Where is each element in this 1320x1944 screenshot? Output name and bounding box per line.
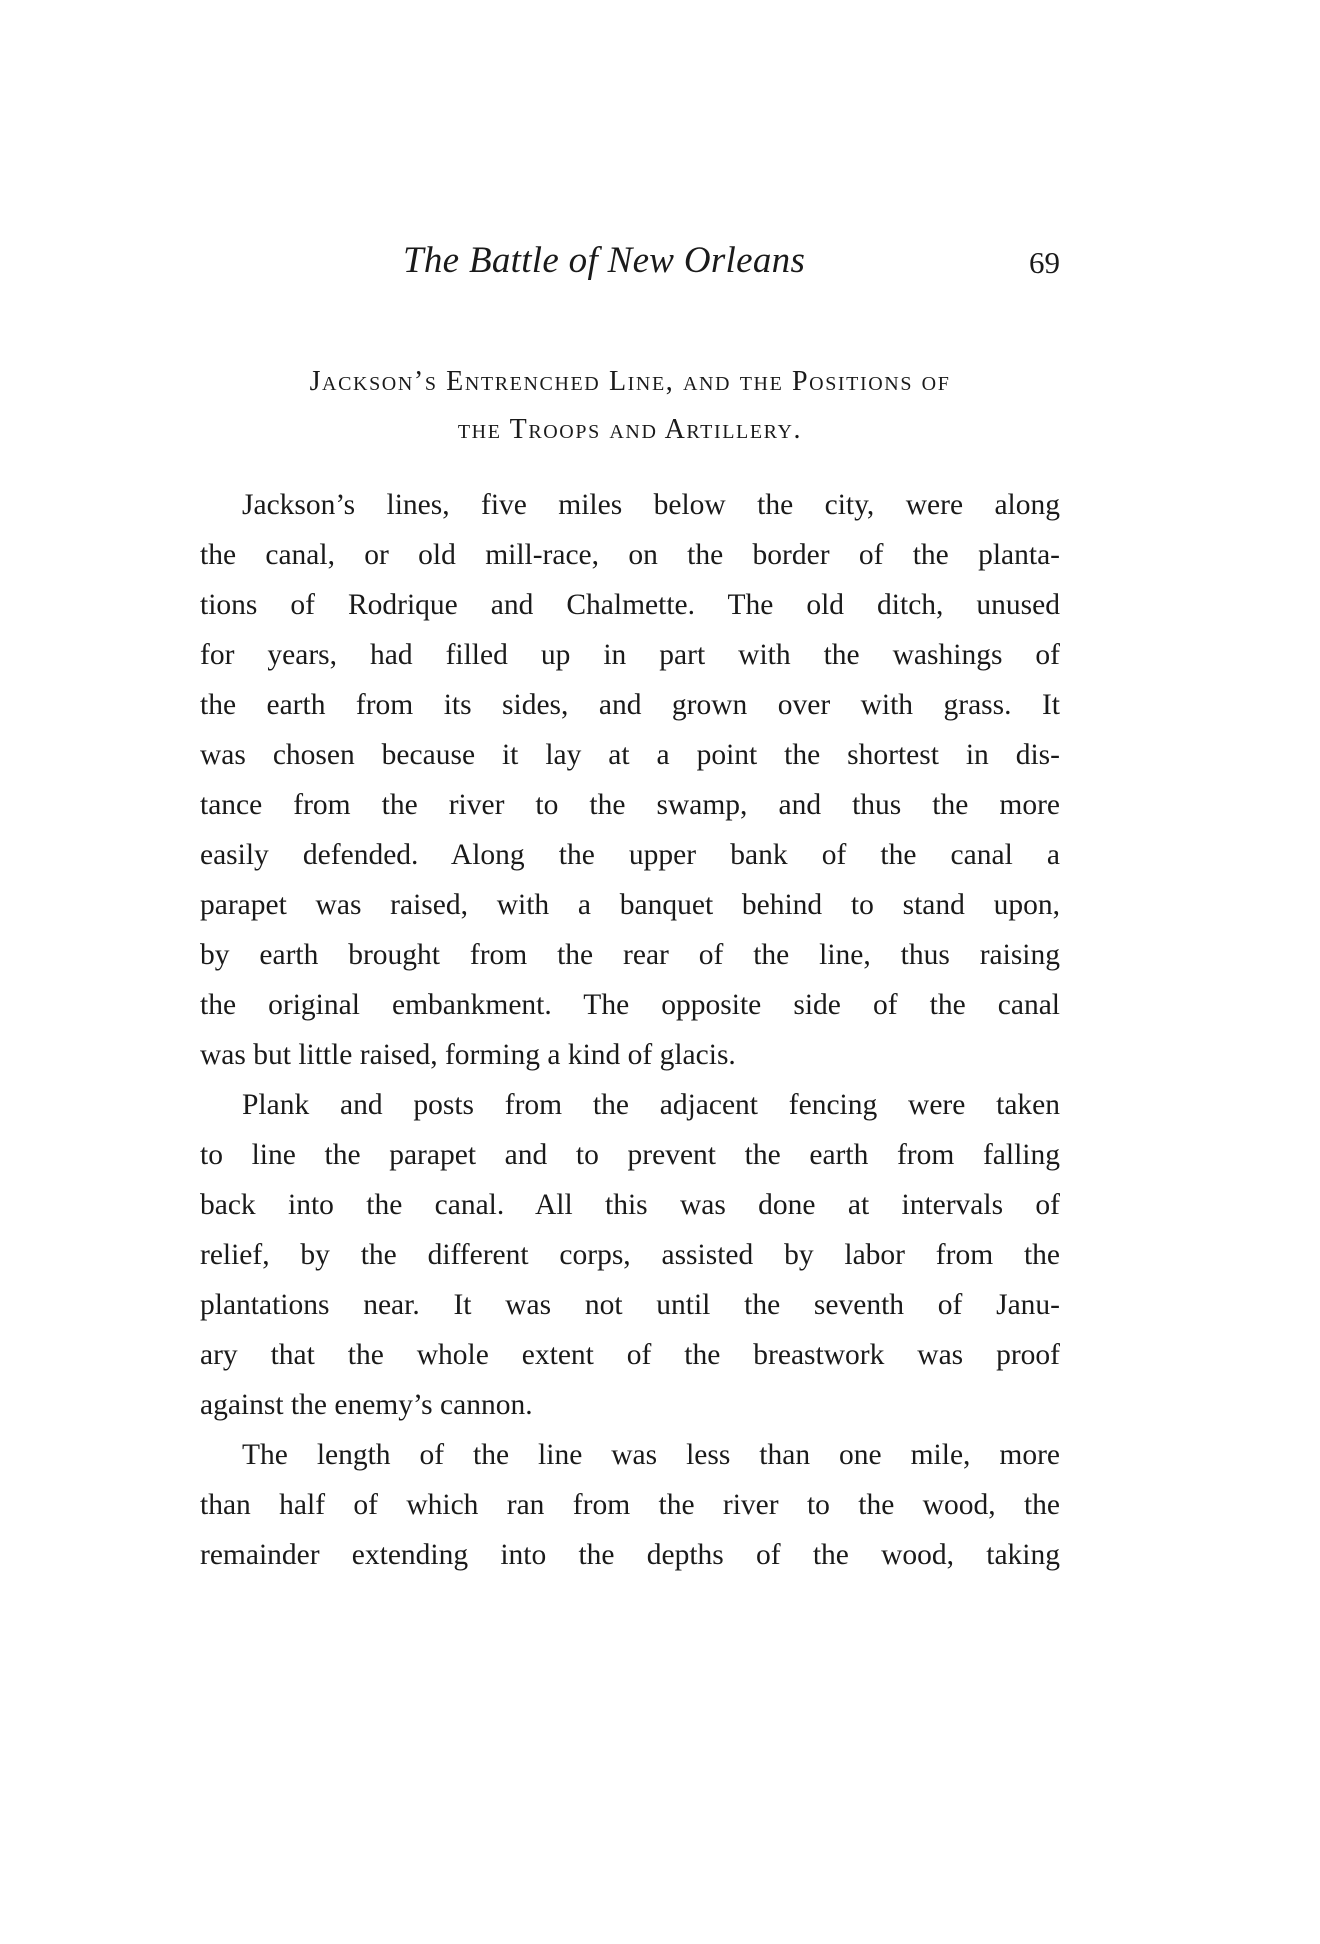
- text-line: for years, had filled up in part with the washings of: [200, 639, 1060, 671]
- text-line: relief, by the different corps, assisted by labor from the: [200, 1239, 1060, 1271]
- text-line: Plank and posts from the adjacent fencing were taken: [242, 1089, 1060, 1121]
- text-line: to line the parapet and to prevent the earth from falling: [200, 1139, 1060, 1171]
- paragraph: [200, 1430, 1060, 1580]
- text-line: plantations near. It was not until the seventh of Janu-: [200, 1289, 1060, 1321]
- section-heading-line: the Troops and Artillery.: [457, 414, 803, 445]
- text-line: back into the canal. All this was done at intervals of: [200, 1189, 1060, 1221]
- text-line: against the enemy’s cannon.: [200, 1389, 533, 1421]
- body-text: [200, 480, 1060, 1580]
- text-line: the earth from its sides, and grown over with grass. It: [200, 689, 1060, 721]
- text-line: than half of which ran from the river to the wood, the: [200, 1489, 1060, 1521]
- section-heading: [200, 358, 1060, 454]
- text-line: remainder extending into the depths of the wood, taking: [200, 1539, 1060, 1571]
- running-title: The Battle of New Orleans: [403, 240, 806, 281]
- text-line: tance from the river to the swamp, and thus the more: [200, 789, 1060, 821]
- text-line: was but little raised, forming a kind of glacis.: [200, 1039, 736, 1071]
- text-line: was chosen because it lay at a point the shortest in dis-: [200, 739, 1060, 771]
- text-line: parapet was raised, with a banquet behind to stand upon,: [200, 889, 1060, 921]
- text-line: The length of the line was less than one mile, more: [242, 1439, 1060, 1471]
- paragraph: [200, 480, 1060, 1080]
- text-line: by earth brought from the rear of the line, thus raising: [200, 939, 1060, 971]
- page-number: 69: [1029, 245, 1060, 280]
- text-line: the original embankment. The opposite side of the canal: [200, 989, 1060, 1021]
- paragraph: [200, 1080, 1060, 1430]
- text-line: ary that the whole extent of the breastwork was proof: [200, 1339, 1060, 1371]
- section-heading-line: Jackson’s Entrenched Line, and the Positions of: [309, 366, 951, 397]
- text-line: tions of Rodrique and Chalmette. The old ditch, unused: [200, 589, 1060, 621]
- text-line: the canal, or old mill-race, on the border of the planta-: [200, 539, 1060, 571]
- running-head: [0, 236, 1320, 286]
- text-line: Jackson’s lines, five miles below the city, were along: [242, 489, 1060, 521]
- text-line: easily defended. Along the upper bank of the canal a: [200, 839, 1060, 871]
